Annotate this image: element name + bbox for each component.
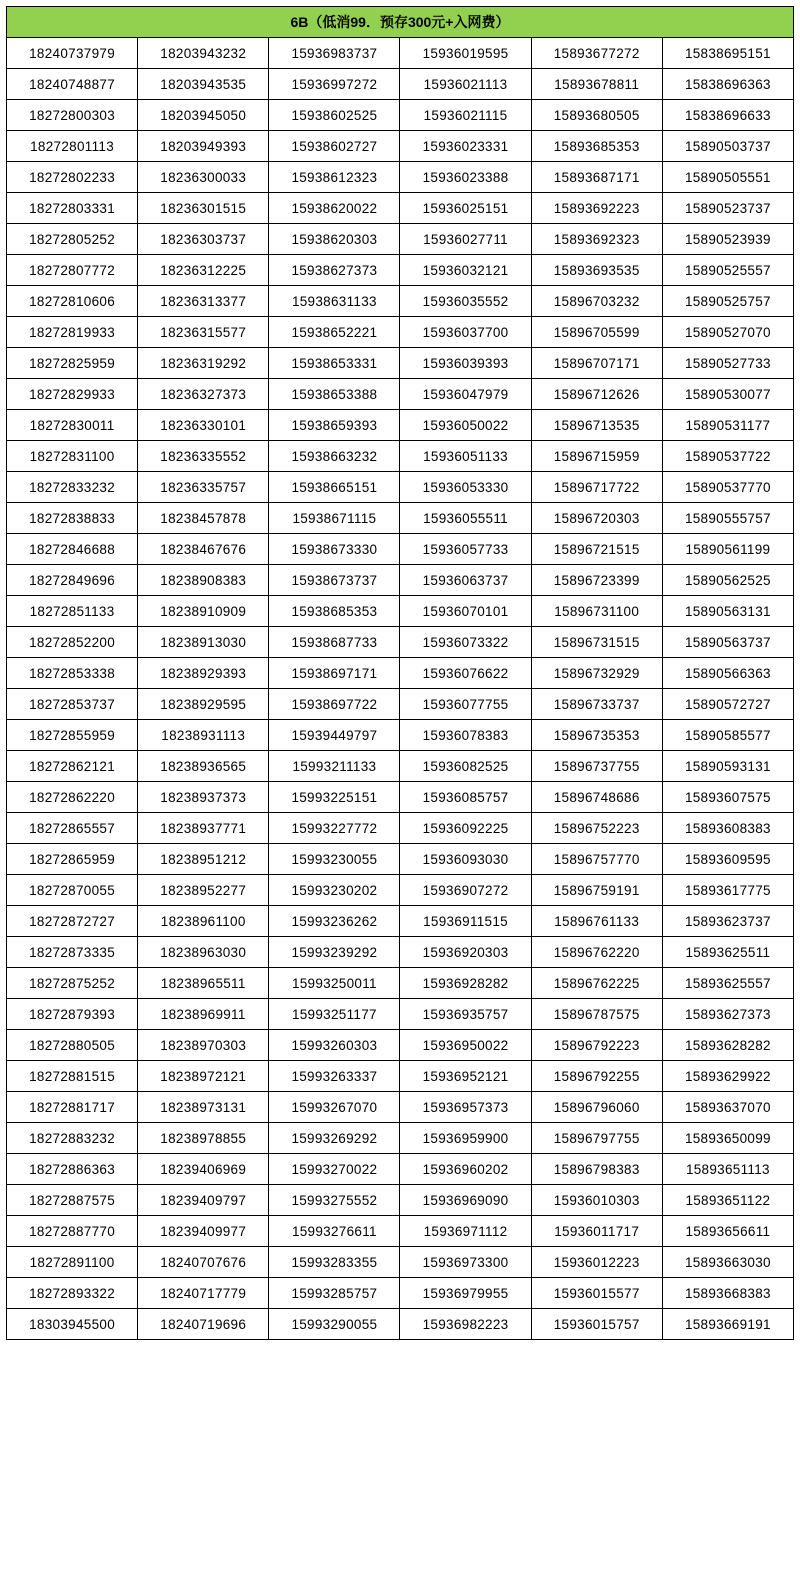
phone-number-cell: 18272855959 bbox=[7, 720, 138, 751]
table-row bbox=[7, 472, 794, 503]
phone-number-cell: 15936076622 bbox=[400, 658, 531, 689]
phone-number-cell: 18272831100 bbox=[7, 441, 138, 472]
phone-number-cell: 15936982223 bbox=[400, 1309, 531, 1340]
phone-number-cell: 15896792255 bbox=[531, 1061, 662, 1092]
phone-number-cell: 15936063737 bbox=[400, 565, 531, 596]
table-row bbox=[7, 596, 794, 627]
phone-number-cell: 15938620022 bbox=[269, 193, 400, 224]
table-row bbox=[7, 627, 794, 658]
phone-number-cell: 15896761133 bbox=[531, 906, 662, 937]
phone-number-cell: 15936078383 bbox=[400, 720, 531, 751]
phone-number-cell: 15936010303 bbox=[531, 1185, 662, 1216]
phone-number-cell: 15936935757 bbox=[400, 999, 531, 1030]
table-row bbox=[7, 1278, 794, 1309]
phone-number-cell: 15993230202 bbox=[269, 875, 400, 906]
table-row bbox=[7, 286, 794, 317]
phone-number-cell: 15893629922 bbox=[662, 1061, 793, 1092]
phone-number-cell: 18236327373 bbox=[138, 379, 269, 410]
phone-number-cell: 15936015577 bbox=[531, 1278, 662, 1309]
phone-number-cell: 18272805252 bbox=[7, 224, 138, 255]
table-row bbox=[7, 100, 794, 131]
phone-number-cell: 18240737979 bbox=[7, 38, 138, 69]
phone-number-cell: 15893692323 bbox=[531, 224, 662, 255]
phone-number-cell: 15936971112 bbox=[400, 1216, 531, 1247]
phone-number-cell: 18272802233 bbox=[7, 162, 138, 193]
phone-number-cell: 18272893322 bbox=[7, 1278, 138, 1309]
phone-number-cell: 15893623737 bbox=[662, 906, 793, 937]
phone-number-cell: 15936032121 bbox=[400, 255, 531, 286]
phone-number-cell: 15993260303 bbox=[269, 1030, 400, 1061]
phone-number-cell: 15893625557 bbox=[662, 968, 793, 999]
phone-number-cell: 18272879393 bbox=[7, 999, 138, 1030]
table-row bbox=[7, 689, 794, 720]
phone-number-cell: 18272833232 bbox=[7, 472, 138, 503]
phone-number-cell: 15938673330 bbox=[269, 534, 400, 565]
phone-number-cell: 15838696633 bbox=[662, 100, 793, 131]
phone-number-cell: 15936050022 bbox=[400, 410, 531, 441]
table-row bbox=[7, 69, 794, 100]
phone-number-cell: 15936037700 bbox=[400, 317, 531, 348]
phone-number-cell: 15896732929 bbox=[531, 658, 662, 689]
phone-number-cell: 15896757770 bbox=[531, 844, 662, 875]
phone-number-cell: 15890527733 bbox=[662, 348, 793, 379]
phone-number-cell: 15890537770 bbox=[662, 472, 793, 503]
phone-number-cell: 15993227772 bbox=[269, 813, 400, 844]
phone-number-cell: 15896798383 bbox=[531, 1154, 662, 1185]
phone-number-cell: 15890562525 bbox=[662, 565, 793, 596]
phone-number-cell: 15896715959 bbox=[531, 441, 662, 472]
table-row bbox=[7, 782, 794, 813]
phone-number-cell: 18272887770 bbox=[7, 1216, 138, 1247]
phone-number-cell: 15838696363 bbox=[662, 69, 793, 100]
phone-number-cell: 18272865557 bbox=[7, 813, 138, 844]
table-row bbox=[7, 813, 794, 844]
phone-number-cell: 18272881717 bbox=[7, 1092, 138, 1123]
phone-number-cell: 15890525557 bbox=[662, 255, 793, 286]
phone-number-cell: 15896705599 bbox=[531, 317, 662, 348]
phone-number-cell: 15893617775 bbox=[662, 875, 793, 906]
table-row bbox=[7, 224, 794, 255]
phone-number-cell: 15993276611 bbox=[269, 1216, 400, 1247]
phone-number-cell: 15936997272 bbox=[269, 69, 400, 100]
phone-number-cell: 18238961100 bbox=[138, 906, 269, 937]
table-row bbox=[7, 1247, 794, 1278]
phone-number-cell: 18303945500 bbox=[7, 1309, 138, 1340]
table-row bbox=[7, 162, 794, 193]
phone-number-cell: 18272830011 bbox=[7, 410, 138, 441]
table-row bbox=[7, 1061, 794, 1092]
table-row bbox=[7, 751, 794, 782]
phone-number-cell: 18236313377 bbox=[138, 286, 269, 317]
phone-number-cell: 15896723399 bbox=[531, 565, 662, 596]
phone-number-cell: 15893637070 bbox=[662, 1092, 793, 1123]
phone-number-cell: 15936920303 bbox=[400, 937, 531, 968]
phone-number-cell: 15890593131 bbox=[662, 751, 793, 782]
phone-number-cell: 15893628282 bbox=[662, 1030, 793, 1061]
table-row bbox=[7, 503, 794, 534]
phone-number-cell: 15938653331 bbox=[269, 348, 400, 379]
table-row bbox=[7, 317, 794, 348]
phone-number-cell: 15890523737 bbox=[662, 193, 793, 224]
phone-number-cell: 18272803331 bbox=[7, 193, 138, 224]
phone-number-cell: 15938631133 bbox=[269, 286, 400, 317]
phone-number-cell: 15938602525 bbox=[269, 100, 400, 131]
phone-number-cell: 18272883232 bbox=[7, 1123, 138, 1154]
phone-number-cell: 15936073322 bbox=[400, 627, 531, 658]
phone-number-cell: 15936057733 bbox=[400, 534, 531, 565]
phone-number-cell: 18238951212 bbox=[138, 844, 269, 875]
phone-number-cell: 15893677272 bbox=[531, 38, 662, 69]
table-row bbox=[7, 1185, 794, 1216]
phone-number-cell: 15890525757 bbox=[662, 286, 793, 317]
phone-number-cell: 15890537722 bbox=[662, 441, 793, 472]
phone-number-cell: 15993285757 bbox=[269, 1278, 400, 1309]
phone-number-cell: 15936012223 bbox=[531, 1247, 662, 1278]
phone-number-cell: 18238937771 bbox=[138, 813, 269, 844]
phone-number-cell: 15936950022 bbox=[400, 1030, 531, 1061]
phone-number-cell: 15890523939 bbox=[662, 224, 793, 255]
phone-number-cell: 18272873335 bbox=[7, 937, 138, 968]
phone-number-cell: 15936051133 bbox=[400, 441, 531, 472]
phone-number-cell: 15893687171 bbox=[531, 162, 662, 193]
table-row bbox=[7, 1216, 794, 1247]
phone-number-cell: 18272865959 bbox=[7, 844, 138, 875]
phone-number-cell: 15993270022 bbox=[269, 1154, 400, 1185]
phone-number-cell: 18203949393 bbox=[138, 131, 269, 162]
phone-number-cell: 15890572727 bbox=[662, 689, 793, 720]
phone-number-cell: 15936092225 bbox=[400, 813, 531, 844]
phone-number-cell: 15936928282 bbox=[400, 968, 531, 999]
phone-number-cell: 15893669191 bbox=[662, 1309, 793, 1340]
phone-number-cell: 18236303737 bbox=[138, 224, 269, 255]
phone-number-cell: 15896735353 bbox=[531, 720, 662, 751]
phone-number-cell: 15896731100 bbox=[531, 596, 662, 627]
phone-number-cell: 15938627373 bbox=[269, 255, 400, 286]
phone-number-cell: 18238969911 bbox=[138, 999, 269, 1030]
phone-number-table bbox=[6, 6, 794, 1340]
phone-number-cell: 15893627373 bbox=[662, 999, 793, 1030]
phone-number-cell: 15936015757 bbox=[531, 1309, 662, 1340]
phone-number-cell: 15893656611 bbox=[662, 1216, 793, 1247]
phone-number-cell: 15893663030 bbox=[662, 1247, 793, 1278]
phone-number-cell: 18240719696 bbox=[138, 1309, 269, 1340]
phone-number-cell: 15938671115 bbox=[269, 503, 400, 534]
phone-number-cell: 15939449797 bbox=[269, 720, 400, 751]
phone-number-cell: 15993239292 bbox=[269, 937, 400, 968]
phone-number-cell: 15896717722 bbox=[531, 472, 662, 503]
phone-number-cell: 15936979955 bbox=[400, 1278, 531, 1309]
table-row bbox=[7, 1154, 794, 1185]
phone-number-cell: 18203943535 bbox=[138, 69, 269, 100]
phone-number-cell: 15936093030 bbox=[400, 844, 531, 875]
phone-number-cell: 15936085757 bbox=[400, 782, 531, 813]
phone-number-cell: 15938697171 bbox=[269, 658, 400, 689]
phone-number-cell: 18239409977 bbox=[138, 1216, 269, 1247]
phone-number-cell: 18272872727 bbox=[7, 906, 138, 937]
phone-number-cell: 15993225151 bbox=[269, 782, 400, 813]
phone-number-cell: 15993283355 bbox=[269, 1247, 400, 1278]
phone-number-cell: 15938620303 bbox=[269, 224, 400, 255]
phone-number-cell: 15896759191 bbox=[531, 875, 662, 906]
phone-number-cell: 15936025151 bbox=[400, 193, 531, 224]
table-row bbox=[7, 906, 794, 937]
phone-number-cell: 18272838833 bbox=[7, 503, 138, 534]
phone-number-cell: 15893685353 bbox=[531, 131, 662, 162]
phone-number-cell: 18238908383 bbox=[138, 565, 269, 596]
phone-number-cell: 15936027711 bbox=[400, 224, 531, 255]
phone-number-cell: 18238467676 bbox=[138, 534, 269, 565]
table-row bbox=[7, 348, 794, 379]
table-row bbox=[7, 937, 794, 968]
phone-number-cell: 15936070101 bbox=[400, 596, 531, 627]
phone-number-cell: 15893693535 bbox=[531, 255, 662, 286]
phone-number-cell: 15938685353 bbox=[269, 596, 400, 627]
phone-number-cell: 18236335757 bbox=[138, 472, 269, 503]
phone-number-cell: 15896792223 bbox=[531, 1030, 662, 1061]
phone-number-cell: 15896721515 bbox=[531, 534, 662, 565]
phone-number-cell: 15936021113 bbox=[400, 69, 531, 100]
phone-number-cell: 15890563131 bbox=[662, 596, 793, 627]
phone-number-cell: 15993267070 bbox=[269, 1092, 400, 1123]
phone-number-cell: 15938663232 bbox=[269, 441, 400, 472]
phone-number-cell: 15938665151 bbox=[269, 472, 400, 503]
phone-number-cell: 18238929595 bbox=[138, 689, 269, 720]
table-row bbox=[7, 720, 794, 751]
phone-number-cell: 15890505551 bbox=[662, 162, 793, 193]
table-row bbox=[7, 1123, 794, 1154]
phone-number-cell: 15896748686 bbox=[531, 782, 662, 813]
phone-number-cell: 15993269292 bbox=[269, 1123, 400, 1154]
table-body bbox=[7, 38, 794, 1340]
phone-number-cell: 15896712626 bbox=[531, 379, 662, 410]
phone-number-cell: 18272819933 bbox=[7, 317, 138, 348]
phone-number-cell: 15936960202 bbox=[400, 1154, 531, 1185]
phone-number-cell: 18272810606 bbox=[7, 286, 138, 317]
phone-number-cell: 15936082525 bbox=[400, 751, 531, 782]
phone-number-cell: 15936023388 bbox=[400, 162, 531, 193]
phone-number-cell: 18236319292 bbox=[138, 348, 269, 379]
phone-number-cell: 18239409797 bbox=[138, 1185, 269, 1216]
phone-number-cell: 15936019595 bbox=[400, 38, 531, 69]
table-row bbox=[7, 1030, 794, 1061]
table-row bbox=[7, 875, 794, 906]
phone-number-cell: 18272887575 bbox=[7, 1185, 138, 1216]
phone-number-cell: 18238973131 bbox=[138, 1092, 269, 1123]
phone-number-cell: 15936023331 bbox=[400, 131, 531, 162]
phone-number-cell: 18239406969 bbox=[138, 1154, 269, 1185]
phone-number-cell: 18238937373 bbox=[138, 782, 269, 813]
phone-number-cell: 15893692223 bbox=[531, 193, 662, 224]
table-row bbox=[7, 38, 794, 69]
phone-number-cell: 15938687733 bbox=[269, 627, 400, 658]
phone-number-cell: 15896713535 bbox=[531, 410, 662, 441]
phone-number-cell: 15936021115 bbox=[400, 100, 531, 131]
table-row bbox=[7, 193, 794, 224]
phone-number-cell: 15936907272 bbox=[400, 875, 531, 906]
table-row bbox=[7, 255, 794, 286]
phone-number-cell: 15893651122 bbox=[662, 1185, 793, 1216]
table-header bbox=[7, 7, 794, 38]
phone-number-cell: 15993236262 bbox=[269, 906, 400, 937]
phone-number-cell: 15893680505 bbox=[531, 100, 662, 131]
phone-number-cell: 15896720303 bbox=[531, 503, 662, 534]
phone-number-cell: 15890566363 bbox=[662, 658, 793, 689]
phone-number-cell: 18238931113 bbox=[138, 720, 269, 751]
phone-number-cell: 18203945050 bbox=[138, 100, 269, 131]
phone-number-cell: 15936039393 bbox=[400, 348, 531, 379]
phone-number-cell: 18240717779 bbox=[138, 1278, 269, 1309]
phone-number-cell: 18272846688 bbox=[7, 534, 138, 565]
phone-number-cell: 18238952277 bbox=[138, 875, 269, 906]
phone-number-cell: 15890563737 bbox=[662, 627, 793, 658]
phone-number-cell: 15936952121 bbox=[400, 1061, 531, 1092]
phone-number-cell: 15896797755 bbox=[531, 1123, 662, 1154]
phone-number-cell: 15890503737 bbox=[662, 131, 793, 162]
phone-number-cell: 18272849696 bbox=[7, 565, 138, 596]
phone-number-cell: 15838695151 bbox=[662, 38, 793, 69]
phone-number-cell: 15936077755 bbox=[400, 689, 531, 720]
phone-number-cell: 15893678811 bbox=[531, 69, 662, 100]
table-row bbox=[7, 968, 794, 999]
phone-number-cell: 18272853737 bbox=[7, 689, 138, 720]
phone-number-cell: 15893668383 bbox=[662, 1278, 793, 1309]
phone-number-cell: 15938602727 bbox=[269, 131, 400, 162]
phone-number-cell: 18272870055 bbox=[7, 875, 138, 906]
phone-number-cell: 18272853338 bbox=[7, 658, 138, 689]
phone-number-cell: 18272862121 bbox=[7, 751, 138, 782]
table-row bbox=[7, 1092, 794, 1123]
phone-number-cell: 18236312225 bbox=[138, 255, 269, 286]
phone-number-cell: 18272875252 bbox=[7, 968, 138, 999]
phone-number-cell: 15893625511 bbox=[662, 937, 793, 968]
phone-number-cell: 15993230055 bbox=[269, 844, 400, 875]
phone-number-cell: 15896733737 bbox=[531, 689, 662, 720]
table-row bbox=[7, 565, 794, 596]
phone-number-cell: 18238936565 bbox=[138, 751, 269, 782]
phone-number-cell: 18272825959 bbox=[7, 348, 138, 379]
table-row bbox=[7, 534, 794, 565]
phone-number-cell: 15936055511 bbox=[400, 503, 531, 534]
phone-number-cell: 15890531177 bbox=[662, 410, 793, 441]
phone-number-cell: 15896762220 bbox=[531, 937, 662, 968]
phone-number-cell: 18238913030 bbox=[138, 627, 269, 658]
phone-number-cell: 18272886363 bbox=[7, 1154, 138, 1185]
phone-number-cell: 15936973300 bbox=[400, 1247, 531, 1278]
phone-number-cell: 15893651113 bbox=[662, 1154, 793, 1185]
phone-number-cell: 18272862220 bbox=[7, 782, 138, 813]
phone-number-cell: 15993250011 bbox=[269, 968, 400, 999]
phone-number-cell: 15936957373 bbox=[400, 1092, 531, 1123]
phone-number-cell: 18240748877 bbox=[7, 69, 138, 100]
phone-number-cell: 15896752223 bbox=[531, 813, 662, 844]
phone-number-cell: 18236315577 bbox=[138, 317, 269, 348]
phone-number-cell: 18238970303 bbox=[138, 1030, 269, 1061]
phone-number-cell: 15896796060 bbox=[531, 1092, 662, 1123]
phone-number-cell: 18236301515 bbox=[138, 193, 269, 224]
phone-number-cell: 18272891100 bbox=[7, 1247, 138, 1278]
phone-number-cell: 15893609595 bbox=[662, 844, 793, 875]
phone-number-cell: 18272880505 bbox=[7, 1030, 138, 1061]
table-row bbox=[7, 410, 794, 441]
phone-number-cell: 18238910909 bbox=[138, 596, 269, 627]
phone-number-cell: 18238963030 bbox=[138, 937, 269, 968]
phone-number-cell: 15936035552 bbox=[400, 286, 531, 317]
phone-number-cell: 15993275552 bbox=[269, 1185, 400, 1216]
phone-number-cell: 18272851133 bbox=[7, 596, 138, 627]
phone-number-cell: 15993263337 bbox=[269, 1061, 400, 1092]
phone-number-cell: 15893607575 bbox=[662, 782, 793, 813]
phone-number-cell: 15938612323 bbox=[269, 162, 400, 193]
phone-number-cell: 15893608383 bbox=[662, 813, 793, 844]
phone-number-cell: 18272881515 bbox=[7, 1061, 138, 1092]
phone-number-cell: 18203943232 bbox=[138, 38, 269, 69]
phone-number-cell: 18238972121 bbox=[138, 1061, 269, 1092]
phone-number-cell: 15890561199 bbox=[662, 534, 793, 565]
table-row bbox=[7, 844, 794, 875]
table-title: 6B（低消99．预存300元+入网费） bbox=[7, 7, 794, 38]
phone-number-cell: 15936011717 bbox=[531, 1216, 662, 1247]
phone-number-cell: 15993251177 bbox=[269, 999, 400, 1030]
phone-number-cell: 15938652221 bbox=[269, 317, 400, 348]
phone-number-cell: 15896731515 bbox=[531, 627, 662, 658]
phone-number-cell: 15936047979 bbox=[400, 379, 531, 410]
phone-number-cell: 18236330101 bbox=[138, 410, 269, 441]
table-row bbox=[7, 131, 794, 162]
phone-number-cell: 15936983737 bbox=[269, 38, 400, 69]
table-row bbox=[7, 441, 794, 472]
phone-number-cell: 18240707676 bbox=[138, 1247, 269, 1278]
phone-number-cell: 15938697722 bbox=[269, 689, 400, 720]
phone-number-cell: 18272852200 bbox=[7, 627, 138, 658]
phone-number-cell: 15890585577 bbox=[662, 720, 793, 751]
phone-number-cell: 18272807772 bbox=[7, 255, 138, 286]
phone-number-cell: 18272801113 bbox=[7, 131, 138, 162]
table-row bbox=[7, 999, 794, 1030]
phone-number-cell: 15896707171 bbox=[531, 348, 662, 379]
phone-number-cell: 15993211133 bbox=[269, 751, 400, 782]
phone-number-cell: 15890527070 bbox=[662, 317, 793, 348]
phone-number-cell: 15896737755 bbox=[531, 751, 662, 782]
phone-number-cell: 18272800303 bbox=[7, 100, 138, 131]
phone-number-cell: 18236335552 bbox=[138, 441, 269, 472]
phone-number-cell: 15938673737 bbox=[269, 565, 400, 596]
phone-number-cell: 18272829933 bbox=[7, 379, 138, 410]
table-row bbox=[7, 1309, 794, 1340]
phone-number-cell: 15936053330 bbox=[400, 472, 531, 503]
phone-number-cell: 18238965511 bbox=[138, 968, 269, 999]
phone-number-cell: 15936959900 bbox=[400, 1123, 531, 1154]
phone-number-cell: 18238978855 bbox=[138, 1123, 269, 1154]
phone-number-cell: 15938659393 bbox=[269, 410, 400, 441]
table-row bbox=[7, 658, 794, 689]
phone-number-cell: 15936911515 bbox=[400, 906, 531, 937]
table-row bbox=[7, 379, 794, 410]
phone-number-cell: 15890555757 bbox=[662, 503, 793, 534]
phone-number-cell: 15936969090 bbox=[400, 1185, 531, 1216]
phone-number-cell: 15893650099 bbox=[662, 1123, 793, 1154]
phone-number-cell: 15890530077 bbox=[662, 379, 793, 410]
phone-number-cell: 18238457878 bbox=[138, 503, 269, 534]
phone-number-cell: 15993290055 bbox=[269, 1309, 400, 1340]
phone-number-cell: 18238929393 bbox=[138, 658, 269, 689]
table-title-row bbox=[7, 7, 794, 38]
phone-number-cell: 15896703232 bbox=[531, 286, 662, 317]
phone-number-cell: 15896762225 bbox=[531, 968, 662, 999]
phone-number-cell: 18236300033 bbox=[138, 162, 269, 193]
phone-number-cell: 15938653388 bbox=[269, 379, 400, 410]
phone-number-cell: 15896787575 bbox=[531, 999, 662, 1030]
